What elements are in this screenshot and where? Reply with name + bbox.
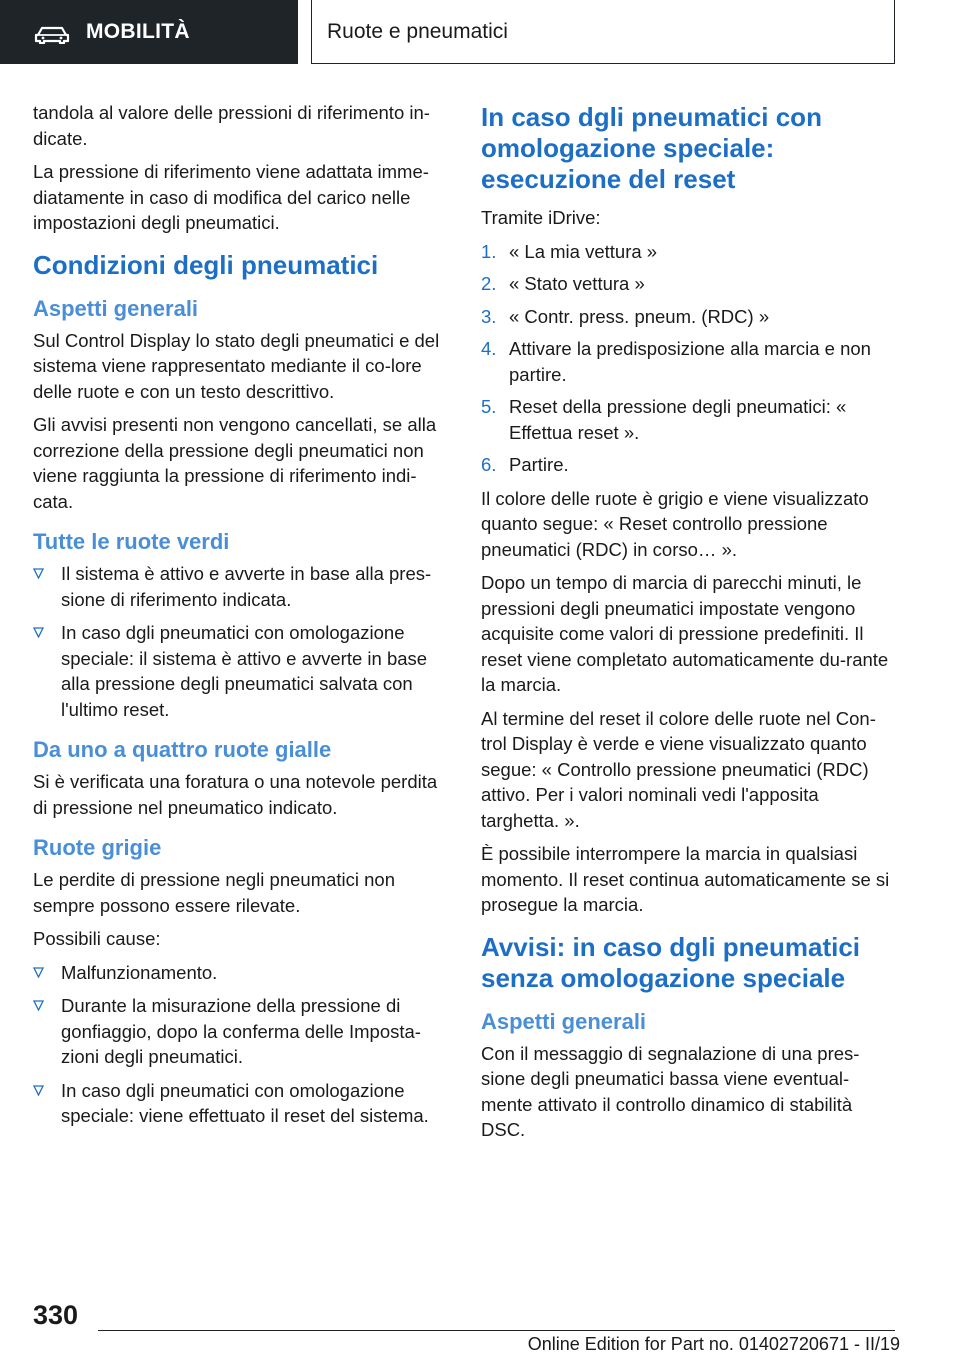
- paragraph: Sul Control Display lo stato degli pneumatici e del sistema viene rappresentato mediante il co-lore delle ruote e con un testo descrittivo.: [33, 329, 440, 402]
- section-label: MOBILITÀ: [86, 20, 190, 43]
- paragraph: Si è verificata una foratura o una notevole perdita di pressione nel pneumatico indicato.: [33, 771, 438, 818]
- list-item: [33, 561, 445, 612]
- subheading-ruote-verdi: Tutte le ruote verdi: [33, 529, 230, 554]
- bullet-list-verdi: [33, 561, 445, 722]
- step-number: 1.: [481, 240, 497, 262]
- paragraph: Tramite iDrive:: [481, 207, 601, 228]
- step-number: 4.: [481, 338, 497, 359]
- footer-divider: [98, 1330, 895, 1331]
- triangle-bullet-icon: [33, 967, 44, 978]
- step-item: [481, 239, 893, 265]
- heading-reset: In caso dgli pneumatici con omologazione speciale: esecuzione del reset: [481, 102, 822, 194]
- list-item: [33, 993, 445, 1070]
- left-column: [33, 100, 445, 1137]
- step-item: [481, 304, 893, 330]
- step-text: Reset della pressione degli pneumatici: « Effettua reset ».: [509, 396, 847, 443]
- triangle-bullet-icon: [33, 568, 44, 579]
- step-item: [481, 336, 893, 387]
- heading-condizioni: Condizioni degli pneumatici: [33, 249, 379, 280]
- list-item-text: Il sistema è attivo e avverte in base alla pres-sione di riferimento indicata.: [61, 563, 432, 610]
- paragraph: tandola al valore delle pressioni di riferimento in-dicate.: [33, 102, 430, 149]
- paragraph: Gli avvisi presenti non vengono cancellati, se alla correzione della pressione degli pneumatici non viene raggiunta la pressione di riferimento indi-cata.: [33, 414, 437, 512]
- bullet-list-cause: [33, 960, 445, 1129]
- list-item: [33, 960, 445, 986]
- step-text: « Contr. press. pneum. (RDC) »: [509, 305, 770, 327]
- step-text: Partire.: [509, 454, 569, 475]
- paragraph: Possibili cause:: [33, 928, 161, 949]
- step-number: 3.: [481, 305, 497, 327]
- list-item-text: In caso dgli pneumatici con omologazione speciale: il sistema è attivo e avverte in base alla pressione degli pneumatici salvata con l'ultimo reset.: [61, 622, 428, 720]
- paragraph: Il colore delle ruote è grigio e viene visualizzato quanto segue: « Reset controllo pressione pneumatici (RDC) in corso… ».: [481, 487, 869, 560]
- paragraph: Con il messaggio di segnalazione di una pres-sione degli pneumatici bassa viene eventual-mente attivato il controllo dinamico di stabilità DSC.: [481, 1042, 860, 1140]
- chapter-header: [311, 0, 895, 64]
- step-number: 6.: [481, 454, 497, 475]
- step-number: 2.: [481, 273, 497, 294]
- step-item: [481, 452, 893, 478]
- heading-avvisi: Avvisi: in caso dgli pneumatici senza omologazione speciale: [481, 931, 861, 993]
- triangle-bullet-icon: [33, 1000, 44, 1011]
- step-number: 5.: [481, 396, 497, 417]
- paragraph: Le perdite di pressione negli pneumatici non sempre possono essere rilevate.: [33, 869, 396, 916]
- numbered-steps: [481, 239, 893, 478]
- paragraph: Al termine del reset il colore delle ruote nel Con-trol Display è verde e viene visualizzato quanto segue: « Controllo pressione pneumatici (RDC) attivo. Per i valori nominali vedi l'apposita targhetta. ».: [481, 707, 876, 831]
- paragraph: Dopo un tempo di marcia di parecchi minuti, le pressioni degli pneumatici impostate vengono acquisite come valori di pressione predefiniti. Il reset viene completato automaticamente du-rante la marcia.: [481, 572, 889, 695]
- list-item: [33, 620, 445, 722]
- footer-edition: Online Edition for Part no. 01402720671 - II/19: [527, 1334, 900, 1354]
- step-text: Attivare la predisposizione alla marcia e non partire.: [509, 338, 871, 385]
- page-number: 330: [33, 1300, 79, 1330]
- list-item-text: Durante la misurazione della pressione di gonfiaggio, dopo la conferma delle Imposta-zioni degli pneumatici.: [61, 995, 421, 1067]
- step-item: [481, 394, 893, 445]
- list-item: [33, 1078, 445, 1129]
- triangle-bullet-icon: [33, 1085, 44, 1096]
- chapter-title: Ruote e pneumatici: [327, 20, 508, 43]
- triangle-bullet-icon: [33, 627, 44, 638]
- paragraph: È possibile interrompere la marcia in qualsiasi momento. Il reset continua automaticamente se si prosegue la marcia.: [481, 843, 890, 915]
- subheading-ruote-gialle: Da uno a quattro ruote gialle: [33, 737, 332, 762]
- subheading-ruote-grigie: Ruote grigie: [33, 835, 162, 860]
- header-section-tab: [0, 0, 298, 64]
- list-item-text: Malfunzionamento.: [61, 961, 218, 983]
- step-text: « La mia vettura »: [509, 240, 658, 262]
- step-text: « Stato vettura »: [509, 273, 645, 294]
- subheading-aspetti-generali: Aspetti generali: [481, 1008, 647, 1034]
- step-item: [481, 271, 893, 297]
- car-icon: [34, 26, 70, 44]
- list-item-text: In caso dgli pneumatici con omologazione speciale: viene effettuato il reset del sistema.: [61, 1079, 429, 1126]
- paragraph: La pressione di riferimento viene adattata imme-diatamente in caso di modifica del carico nelle impostazioni degli pneumatici.: [33, 161, 429, 233]
- right-column: [481, 100, 893, 1151]
- subheading-aspetti-generali: Aspetti generali: [33, 295, 199, 321]
